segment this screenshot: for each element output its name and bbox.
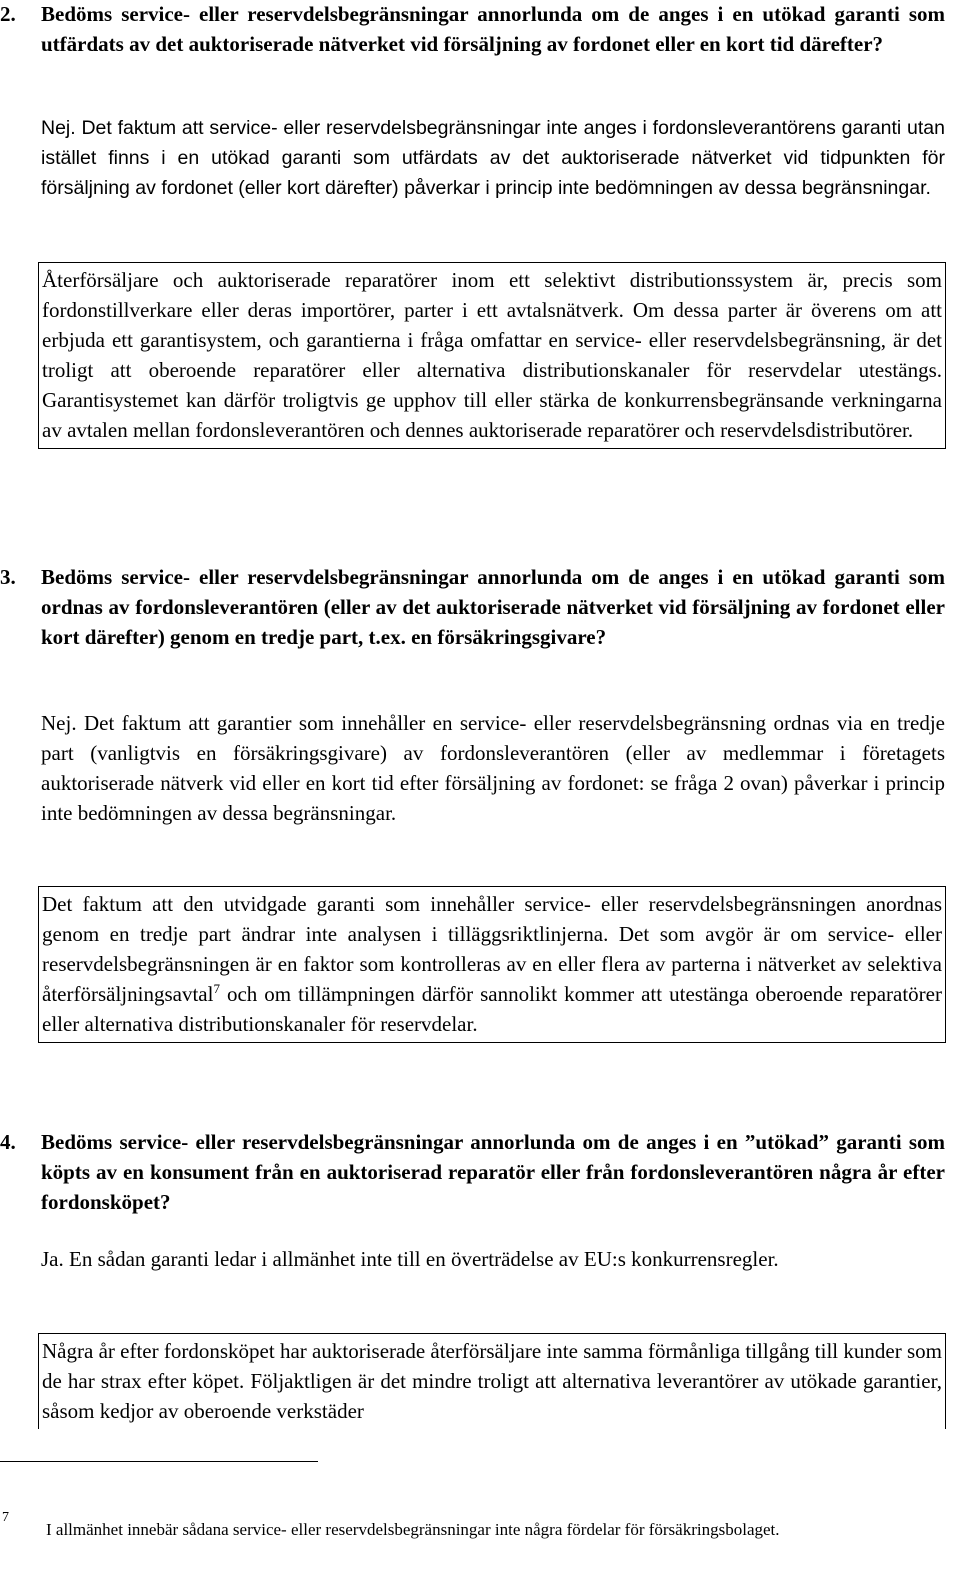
question-text: Bedöms service- eller reservdelsbegränsningar annorlunda om de anges i en utökad garanti som utfärdats av det auktoriserade nätverket vid försäljning av fordonet eller en kort tid därefter? <box>41 2 945 56</box>
footnote-text: I allmänhet innebär sådana service- eller reservdelsbegränsningar inte några fördelar för försäkringsbolaget. <box>46 1520 780 1539</box>
question-number: 2. <box>0 2 16 26</box>
footnote-reference: 7 <box>213 981 220 996</box>
boxed-text: Det faktum att den utvidgade garanti som innehåller service- eller reservdelsbegränsningen anordnas genom en tredje part ändrar inte analysen i tilläggsriktlinjerna. Det som avgör är om service- eller reservdelsbegränsningen är en faktor som kontrolleras av en eller flera av parterna i nätverket av selektiva återförsäljningsavtal <box>42 892 942 1006</box>
boxed-commentary-2: Återförsäljare och auktoriserade reparatörer inom ett selektivt distributionssystem är, precis som fordonstillverkare eller deras importörer, parter i ett avtalsnätverk. Om dessa parter är överens om att erbjuda ett garantisystem, och garantierna i fråga omfattar en service- eller reservdelsbegränsning, är det troligt att oberoende reparatörer eller alternativa distributionskanaler för reservdelar utestängs. Garantisystemet kan därför troligtvis ge upphov till eller stärka de konkurrensbegränsande verkningarna av avtalen mellan fordonsleverantören och dennes auktoriserade reparatörer och reservdelsdistributörer. <box>38 262 946 449</box>
answer-2: Nej. Det faktum att service- eller reservdelsbegränsningar inte anges i fordonsleverantörens garanti utan istället finns i en utökad garanti som utfärdats av det auktoriserade nätverket vid tidpunkten för försäljning av fordonet (eller kort därefter) påverkar i princip inte bedömningen av dessa begränsningar. <box>41 117 945 199</box>
boxed-commentary-3 <box>38 886 946 1043</box>
footnote-mark: 7 <box>2 1510 9 1525</box>
question-text: Bedöms service- eller reservdelsbegränsningar annorlunda om de anges i en ”utökad” garanti som köpts av en konsument från en auktoriserad reparatör eller från fordonsleverantören några år efter fordonsköpet? <box>41 1130 945 1214</box>
boxed-commentary-4: Några år efter fordonsköpet har auktoriserade återförsäljare inte samma förmånliga tillgång till kunder som de har strax efter köpet. Följaktligen är det mindre troligt att alternativa leverantörer av utökade garantier, såsom kedjor av oberoende verkstäder <box>38 1333 946 1429</box>
answer-4: Ja. En sådan garanti ledar i allmänhet inte till en överträdelse av EU:s konkurrensregler. <box>41 1247 779 1271</box>
question-2 <box>0 0 945 59</box>
question-text: Bedöms service- eller reservdelsbegränsningar annorlunda om de anges i en utökad garanti som ordnas av fordonsleverantören (eller av det auktoriserade nätverket vid försäljning av fordonet eller kort därefter) genom en tredje part, t.ex. en försäkringsgivare? <box>41 565 945 649</box>
answer-3: Nej. Det faktum att garantier som innehåller en service- eller reservdelsbegränsning ordnas via en tredje part (vanligtvis en försäkringsgivare) av fordonsleverantören (eller av medlemmar i företagets auktoriserade nätverk vid eller en kort tid efter försäljning av fordonet: se fråga 2 ovan) påverkar i princip inte bedömningen av dessa begränsningar. <box>41 711 945 825</box>
footnote-separator <box>0 1461 318 1462</box>
question-number: 4. <box>0 1130 16 1154</box>
question-number: 3. <box>0 565 16 589</box>
question-3 <box>0 562 945 652</box>
question-4 <box>0 1127 945 1217</box>
boxed-text: och om tillämpningen därför sannolikt kommer att utestänga oberoende reparatörer eller alternativa distributionskanaler för reservdelar. <box>42 982 942 1036</box>
